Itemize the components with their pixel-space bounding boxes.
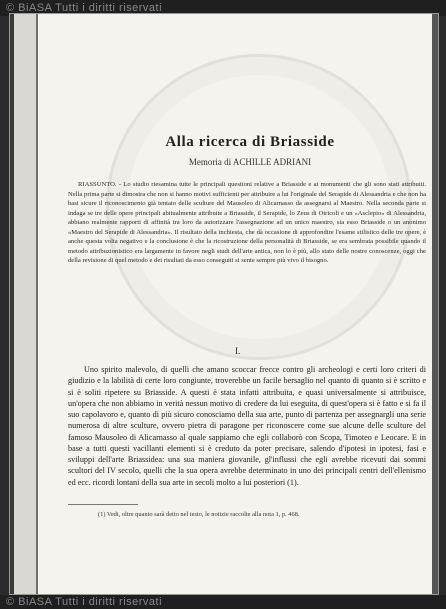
article-title: Alla ricerca di Briasside [165, 134, 335, 150]
footnote: (1) Vedi, oltre quanto sarà detto nel testo, le notizie raccolte alla nota 1, p. 468. [98, 511, 300, 518]
section-number: I. [235, 346, 241, 356]
footnote-rule [68, 504, 138, 505]
document-page [10, 14, 438, 594]
article-body: Uno spirito malevolo, di quelli che amano scoccar frecce contro gli archeologi e certi loro criteri di giudizio e la labilità di certe loro congiunte, troverebbe un facile bersaglio nel quanto di quanto si è scritto e si è soliti ripetere su Briasside. A questi è stata infatti attribuita, e quasi universalmente si attribuisce, un'opera che non abbiamo in verità nessun motivo di credere da lui eseguita, di quest'opera si è fatto e si fa il suo capolavoro e, quanto di più sicuro conosciamo della sua arte, punto di partenza per assegnargli una serie numerosa di altre sculture, ovvero pietra di paragone per riconoscere come sue alcune delle sculture del famoso Mausoleo di Alicarnasso al quale sappiamo che egli collaborò con Scopa, Timoteo e Leocare. E in base a tutti questi vacillanti elementi si è creduto da poter precisare, salendo d'ipotesi in ipotesi, fasi e sviluppi dell'arte Briassidea: una sua maniera giovanile, gl'influssi che egli avrebbe ricevuti dai sommi scultori del IV secolo, quelli che la sua opera avrebbe determinato in uno dei principali centri dell'ellenismo ed ecc. ricordi lontani della sua arte in secoli molto a lui posteriori (1). [68, 365, 426, 487]
article-summary: RIASSUNTO. - Lo studio riesamina tutte le principali questioni relative a Briasside e ai monumenti che gli sono stati attribuiti. Nella prima parte si dimostra che non si hanno motivi sufficienti per attribuire a lui l'originale del Serapide di Alessandria e che non ha basi sicure il riconoscimento già tentato delle sculture del Mausoleo di Alicarnasso da assegnarsi al Maestro. Nella seconda parte si indaga se tre delle opere principali abitualmente attribuite a Briasside, il Serapide, lo Zeus di Otricoli e un «Asclepio» di Alessandria, abbiano realmente rapporti di affinità tra loro da autorizzare l'assegnazione ad un unico maestro, sia esso Briasside o un anonimo «Maestro del Serapide di Alessandria». Il risultato della inchiesta, che dà occasione di approfondire l'esame stilistico delle tre opere, è anche questa volta negativo e la conclusione è che la ricostruzione della personalità di Briasside, se era sembrata possibile quando il metodo attribuzionistico era largamente in favore negli studi dell'arte antica, non lo è più, allo stato delle nostre conoscenze, oggi che della revisione di quel metodo e dei risultati da esso conseguiti si sente sempre più vivo il bisogno. [68, 181, 426, 265]
article-header [70, 134, 430, 167]
article-byline: Memoria di ACHILLE ADRIANI [188, 157, 312, 167]
watermark-top: © BiASA Tutti i diritti riservati [0, 0, 446, 16]
page-edge [432, 14, 438, 594]
watermark-bottom: © BiASA Tutti i diritti riservati [0, 595, 446, 609]
binding-gutter [10, 14, 38, 594]
